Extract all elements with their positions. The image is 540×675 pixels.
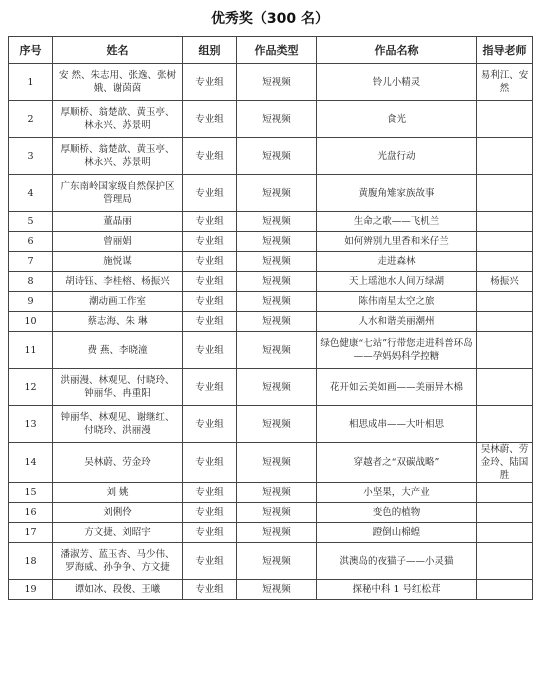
table-row — [9, 312, 533, 332]
cell-group: 专业组 — [183, 369, 237, 406]
cell-name: 胡诗钰、李桂榕、杨振兴 — [53, 272, 183, 292]
cell-no: 1 — [9, 64, 53, 101]
cell-work: 花开如云美如画——美丽异木棉 — [317, 369, 477, 406]
cell-teacher — [477, 175, 533, 212]
cell-group: 专业组 — [183, 101, 237, 138]
cell-teacher — [477, 483, 533, 503]
cell-type: 短视频 — [237, 406, 317, 443]
cell-work: 天上瑶池水人间万绿湖 — [317, 272, 477, 292]
cell-group: 专业组 — [183, 443, 237, 483]
cell-work: 淇澳岛的夜猫子——小灵猫 — [317, 543, 477, 580]
cell-name: 潘淑芳、蓝玉杏、马少伟、罗海威、孙争争、方文捷 — [53, 543, 183, 580]
cell-no: 13 — [9, 406, 53, 443]
cell-name: 吴林蔚、劳金玲 — [53, 443, 183, 483]
cell-name: 广东南岭国家级自然保护区管理局 — [53, 175, 183, 212]
cell-name: 安 然、朱志用、张逸、张树娥、谢茵茵 — [53, 64, 183, 101]
header-name: 姓名 — [53, 37, 183, 64]
cell-teacher — [477, 292, 533, 312]
cell-group: 专业组 — [183, 503, 237, 523]
table-row — [9, 523, 533, 543]
cell-name: 董晶丽 — [53, 212, 183, 232]
cell-teacher — [477, 101, 533, 138]
cell-group: 专业组 — [183, 406, 237, 443]
cell-teacher: 吴林蔚、劳金玲、陆国胜 — [477, 443, 533, 483]
cell-work: 探秘中科 1 号红松茸 — [317, 580, 477, 600]
table-row — [9, 483, 533, 503]
cell-type: 短视频 — [237, 212, 317, 232]
cell-teacher — [477, 503, 533, 523]
cell-teacher — [477, 312, 533, 332]
cell-no: 9 — [9, 292, 53, 312]
cell-group: 专业组 — [183, 332, 237, 369]
cell-work: 生命之歌——飞机兰 — [317, 212, 477, 232]
cell-name: 刘 姚 — [53, 483, 183, 503]
cell-teacher — [477, 212, 533, 232]
table-row — [9, 101, 533, 138]
header-type: 作品类型 — [237, 37, 317, 64]
cell-group: 专业组 — [183, 138, 237, 175]
cell-teacher — [477, 543, 533, 580]
awards-table — [8, 36, 533, 600]
cell-work: 人水和谐美丽潮州 — [317, 312, 477, 332]
cell-type: 短视频 — [237, 175, 317, 212]
cell-no: 7 — [9, 252, 53, 272]
cell-teacher — [477, 369, 533, 406]
cell-group: 专业组 — [183, 312, 237, 332]
header-teacher: 指导老师 — [477, 37, 533, 64]
cell-name: 蔡志海、朱 琳 — [53, 312, 183, 332]
cell-work: 光盘行动 — [317, 138, 477, 175]
table-row — [9, 212, 533, 232]
cell-group: 专业组 — [183, 232, 237, 252]
cell-type: 短视频 — [237, 332, 317, 369]
cell-type: 短视频 — [237, 503, 317, 523]
cell-work: 铃儿小精灵 — [317, 64, 477, 101]
cell-type: 短视频 — [237, 292, 317, 312]
cell-work: 蹬倒山棉蝗 — [317, 523, 477, 543]
cell-teacher: 杨振兴 — [477, 272, 533, 292]
cell-group: 专业组 — [183, 175, 237, 212]
cell-work: 陈伟南星太空之旅 — [317, 292, 477, 312]
cell-no: 6 — [9, 232, 53, 252]
table-row — [9, 543, 533, 580]
table-row — [9, 503, 533, 523]
cell-group: 专业组 — [183, 580, 237, 600]
table-row — [9, 138, 533, 175]
cell-no: 8 — [9, 272, 53, 292]
header-no: 序号 — [9, 37, 53, 64]
cell-work: 食光 — [317, 101, 477, 138]
cell-work: 相思成串——大叶相思 — [317, 406, 477, 443]
table-row — [9, 175, 533, 212]
table-row — [9, 332, 533, 369]
cell-name: 谭如冰、段俊、王曦 — [53, 580, 183, 600]
cell-type: 短视频 — [237, 232, 317, 252]
cell-no: 10 — [9, 312, 53, 332]
cell-teacher — [477, 138, 533, 175]
table-row — [9, 443, 533, 483]
cell-type: 短视频 — [237, 543, 317, 580]
cell-work: 如何辨别九里香和米仔兰 — [317, 232, 477, 252]
cell-group: 专业组 — [183, 543, 237, 580]
cell-type: 短视频 — [237, 138, 317, 175]
cell-work: 黄腹角雉家族故事 — [317, 175, 477, 212]
cell-group: 专业组 — [183, 292, 237, 312]
cell-work: 小坚果，大产业 — [317, 483, 477, 503]
cell-name: 厚顺桥、翁楚歆、黄玉亭、林永兴、苏景明 — [53, 138, 183, 175]
table-row — [9, 232, 533, 252]
header-group: 组别 — [183, 37, 237, 64]
page-title: 优秀奖（300 名） — [210, 11, 330, 27]
cell-type: 短视频 — [237, 523, 317, 543]
cell-name: 施悦谋 — [53, 252, 183, 272]
cell-work: 绿色健康“七站”行带您走进科普环岛——孕妈妈科学控糖 — [317, 332, 477, 369]
cell-type: 短视频 — [237, 101, 317, 138]
cell-no: 18 — [9, 543, 53, 580]
cell-no: 14 — [9, 443, 53, 483]
cell-name: 潮动画工作室 — [53, 292, 183, 312]
table-row — [9, 369, 533, 406]
cell-name: 曾丽娟 — [53, 232, 183, 252]
header-work: 作品名称 — [317, 37, 477, 64]
table-row — [9, 252, 533, 272]
cell-name: 钟丽华、林观见、谢继红、付晓玲、洪丽漫 — [53, 406, 183, 443]
cell-no: 4 — [9, 175, 53, 212]
cell-no: 11 — [9, 332, 53, 369]
table-header-row — [9, 37, 533, 64]
cell-teacher — [477, 232, 533, 252]
cell-no: 2 — [9, 101, 53, 138]
cell-type: 短视频 — [237, 369, 317, 406]
cell-type: 短视频 — [237, 483, 317, 503]
cell-no: 5 — [9, 212, 53, 232]
table-row — [9, 272, 533, 292]
cell-type: 短视频 — [237, 312, 317, 332]
cell-no: 12 — [9, 369, 53, 406]
cell-group: 专业组 — [183, 272, 237, 292]
cell-work: 变色的植物 — [317, 503, 477, 523]
cell-no: 15 — [9, 483, 53, 503]
cell-teacher: 易利江、安 然 — [477, 64, 533, 101]
cell-teacher — [477, 252, 533, 272]
table-row — [9, 292, 533, 312]
table-row — [9, 580, 533, 600]
cell-name: 洪丽漫、林观见、付晓玲、钟丽华、冉重阳 — [53, 369, 183, 406]
table-row — [9, 64, 533, 101]
cell-type: 短视频 — [237, 272, 317, 292]
cell-teacher — [477, 580, 533, 600]
cell-no: 19 — [9, 580, 53, 600]
cell-teacher — [477, 332, 533, 369]
cell-work: 穿越者之“双碳战略” — [317, 443, 477, 483]
cell-name: 方文捷、刘昭宇 — [53, 523, 183, 543]
cell-group: 专业组 — [183, 212, 237, 232]
cell-group: 专业组 — [183, 523, 237, 543]
cell-type: 短视频 — [237, 64, 317, 101]
cell-name: 费 燕、李晓潼 — [53, 332, 183, 369]
cell-work: 走进森林 — [317, 252, 477, 272]
cell-group: 专业组 — [183, 64, 237, 101]
cell-name: 刘俐伶 — [53, 503, 183, 523]
cell-type: 短视频 — [237, 443, 317, 483]
cell-teacher — [477, 406, 533, 443]
cell-type: 短视频 — [237, 580, 317, 600]
cell-no: 3 — [9, 138, 53, 175]
table-row — [9, 406, 533, 443]
cell-type: 短视频 — [237, 252, 317, 272]
cell-no: 17 — [9, 523, 53, 543]
cell-name: 厚顺桥、翁楚歆、黄玉亭、林永兴、苏景明 — [53, 101, 183, 138]
cell-no: 16 — [9, 503, 53, 523]
cell-group: 专业组 — [183, 252, 237, 272]
cell-group: 专业组 — [183, 483, 237, 503]
cell-teacher — [477, 523, 533, 543]
